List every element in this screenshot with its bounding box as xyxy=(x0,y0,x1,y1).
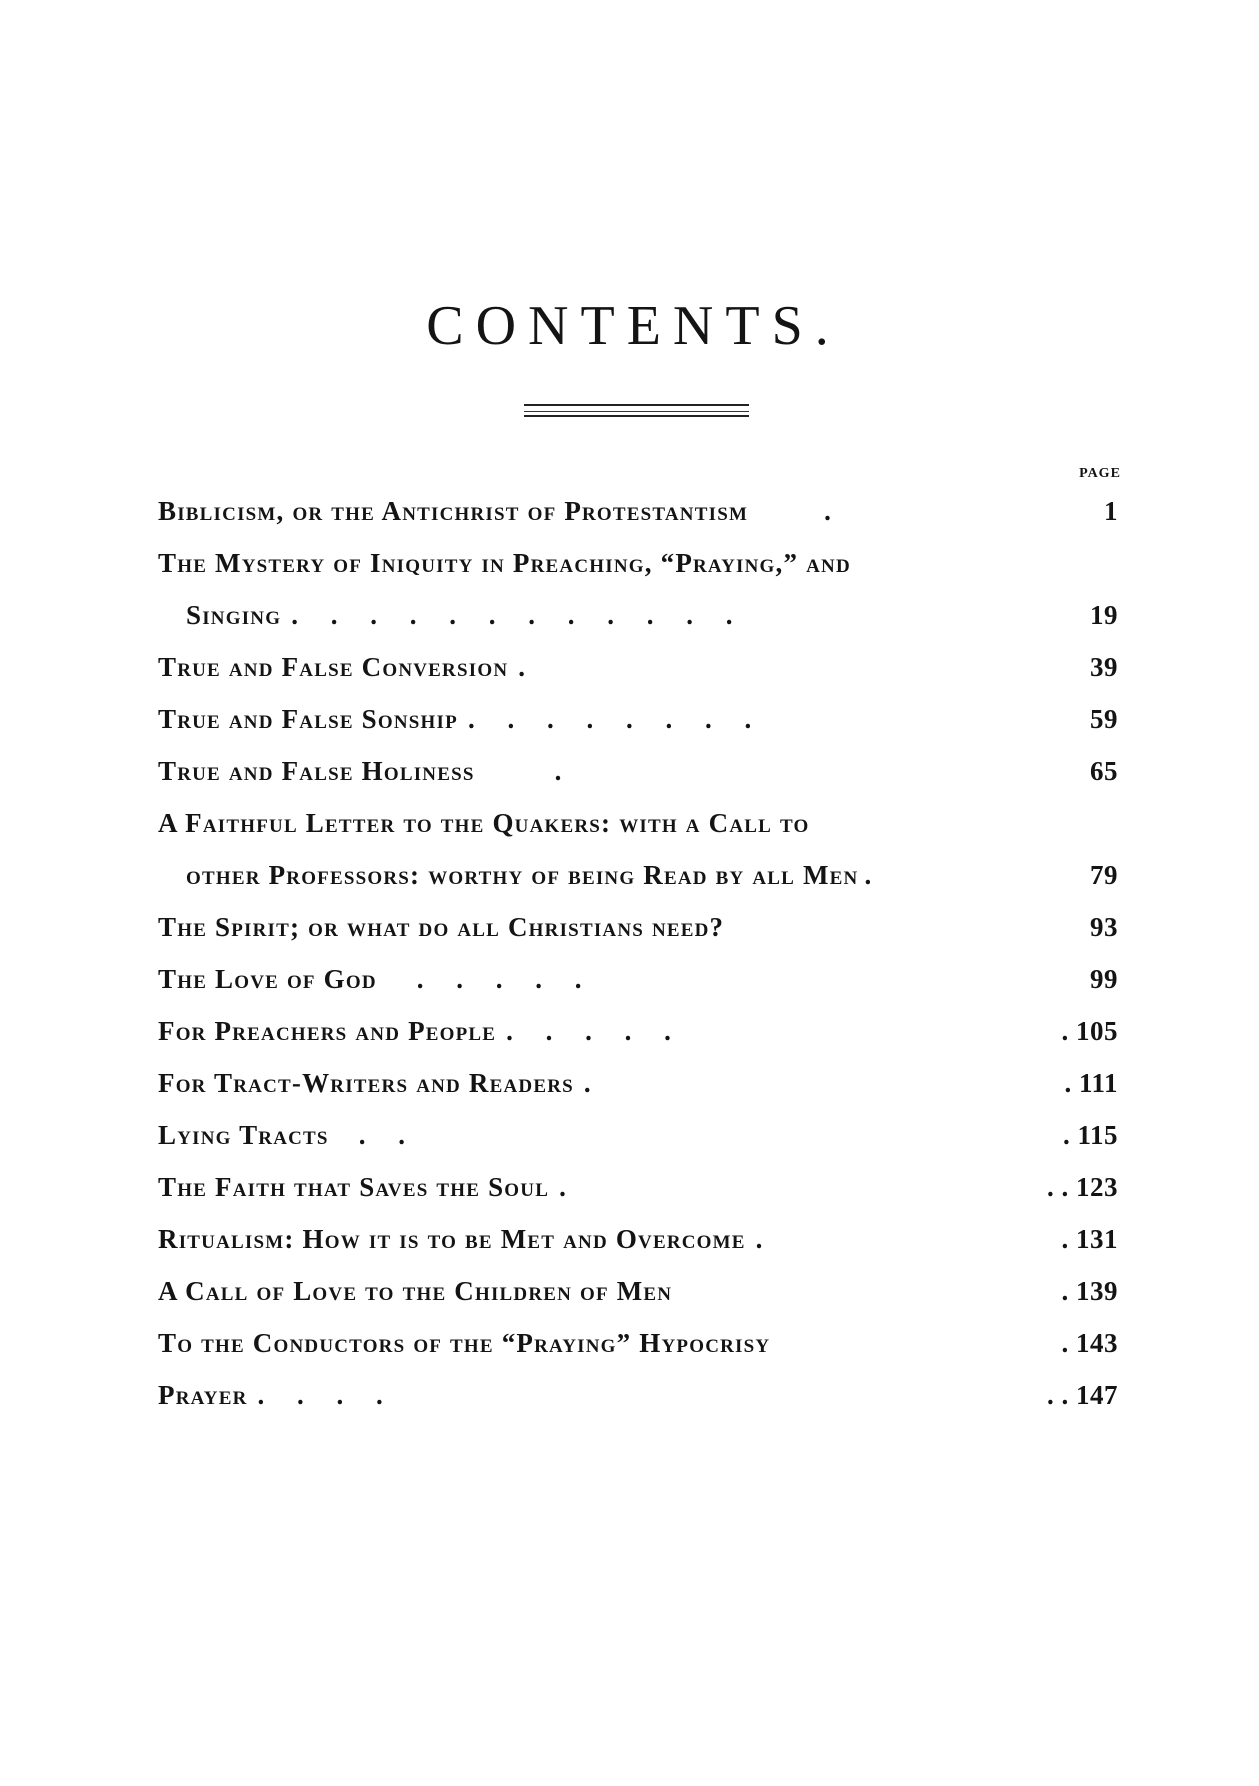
toc-entry-title: The Love of God xyxy=(158,964,377,994)
toc-entry-leader: . . . . xyxy=(257,1380,396,1410)
toc-entry-leader: . xyxy=(583,1068,604,1098)
toc-entry-page: . . 123 xyxy=(1047,1172,1118,1202)
toc-entry-title: Ritualism: How it is to be Met and Overcome xyxy=(158,1224,746,1254)
toc-entry-title: other Professors: worthy of being Read by all Men xyxy=(186,860,859,890)
toc-entry xyxy=(158,543,1118,583)
toc-entry-leader: . . . . . . . . xyxy=(467,704,765,734)
title-rule-bottom xyxy=(524,415,749,417)
toc-entry-title: True and False Conversion xyxy=(158,652,509,682)
toc-entry-leader xyxy=(770,1328,780,1358)
toc-entry-title: The Spirit; or what do all Christians need? xyxy=(158,912,725,942)
toc-entry-leader xyxy=(810,808,820,838)
toc-entry-page: . 111 xyxy=(1064,1068,1118,1098)
toc-entry-leader xyxy=(724,912,734,942)
toc-entry-leader xyxy=(672,1276,682,1306)
toc-entry xyxy=(158,1219,1118,1259)
toc-entry-page: . 115 xyxy=(1062,1120,1118,1150)
toc-entry xyxy=(158,699,1118,739)
toc-entry-page: . . 147 xyxy=(1047,1380,1118,1410)
toc-entry xyxy=(186,595,1118,635)
toc-entry-leader: . xyxy=(864,860,885,890)
toc-entry xyxy=(158,1063,1118,1103)
toc-entry xyxy=(158,1115,1118,1155)
toc-entry xyxy=(158,1375,1118,1415)
toc-entry xyxy=(186,855,1118,895)
toc-entry xyxy=(158,959,1118,999)
toc-entry-leader: . xyxy=(518,652,538,682)
toc-entry-leader: . . . . . . . . . . . . xyxy=(291,600,746,630)
toc-entry-page: 19 xyxy=(1090,600,1118,630)
toc-entry xyxy=(158,1323,1118,1363)
toc-entry-page: 65 xyxy=(1090,756,1118,786)
page-title: CONTENTS. xyxy=(426,295,841,357)
toc-entry xyxy=(158,907,1118,947)
toc-entry-page: . 131 xyxy=(1061,1224,1118,1254)
toc-entry-leader: . xyxy=(755,1224,776,1254)
toc-entry-leader: . . . . . xyxy=(416,964,595,994)
title-rule-middle xyxy=(524,411,749,412)
toc-entry-title: For Preachers and People xyxy=(158,1016,497,1046)
toc-entry xyxy=(158,1011,1118,1051)
toc-entry-title: The Faith that Saves the Soul xyxy=(158,1172,550,1202)
toc-entry-page: . 143 xyxy=(1061,1328,1118,1358)
toc-entry xyxy=(158,647,1118,687)
toc-entry-page: 1 xyxy=(1104,496,1118,526)
toc-entry-page: . 139 xyxy=(1061,1276,1118,1306)
toc-entry-page: . 105 xyxy=(1061,1016,1118,1046)
toc-entry-leader: . xyxy=(824,496,844,526)
toc-entry-page: 99 xyxy=(1090,964,1118,994)
toc-entry-leader xyxy=(851,548,861,578)
toc-entry-title: For Tract-Writers and Readers xyxy=(158,1068,574,1098)
toc-entry-page: 79 xyxy=(1090,860,1118,890)
toc-entry xyxy=(158,1167,1118,1207)
toc-entry-page: 39 xyxy=(1090,652,1118,682)
toc-entry-title: Lying Tracts xyxy=(158,1120,329,1150)
toc-entry-title: A Call of Love to the Children of Men xyxy=(158,1276,673,1306)
toc-entry xyxy=(158,751,1118,791)
toc-entry xyxy=(158,1271,1118,1311)
toc-entry xyxy=(158,803,1118,843)
toc-entry-leader: . xyxy=(554,756,575,786)
toc-entry-leader: . . . . . xyxy=(506,1016,684,1046)
toc-entry-leader: . . xyxy=(358,1120,418,1150)
toc-entry-title: Prayer xyxy=(158,1380,248,1410)
page-column-label: PAGE xyxy=(1079,466,1121,481)
toc-entry xyxy=(158,491,1118,531)
toc-entry-title: A Faithful Letter to the Quakers: with a Call to xyxy=(158,808,810,838)
toc-entry-page: 59 xyxy=(1090,704,1118,734)
toc-entry-page: 93 xyxy=(1090,912,1118,942)
toc-entry-title: The Mystery of Iniquity in Preaching, “Praying,” and xyxy=(158,548,851,578)
toc-entry-title: True and False Sonship xyxy=(158,704,458,734)
toc-entry-title: Singing xyxy=(186,600,282,630)
toc-entry-leader: . xyxy=(559,1172,579,1202)
toc-entry-title: To the Conductors of the “Praying” Hypocrisy xyxy=(158,1328,771,1358)
title-rule-top xyxy=(524,404,749,406)
toc-entry-title: Biblicism, or the Antichrist of Protestantism xyxy=(158,496,749,526)
toc-entry-title: True and False Holiness xyxy=(158,756,475,786)
